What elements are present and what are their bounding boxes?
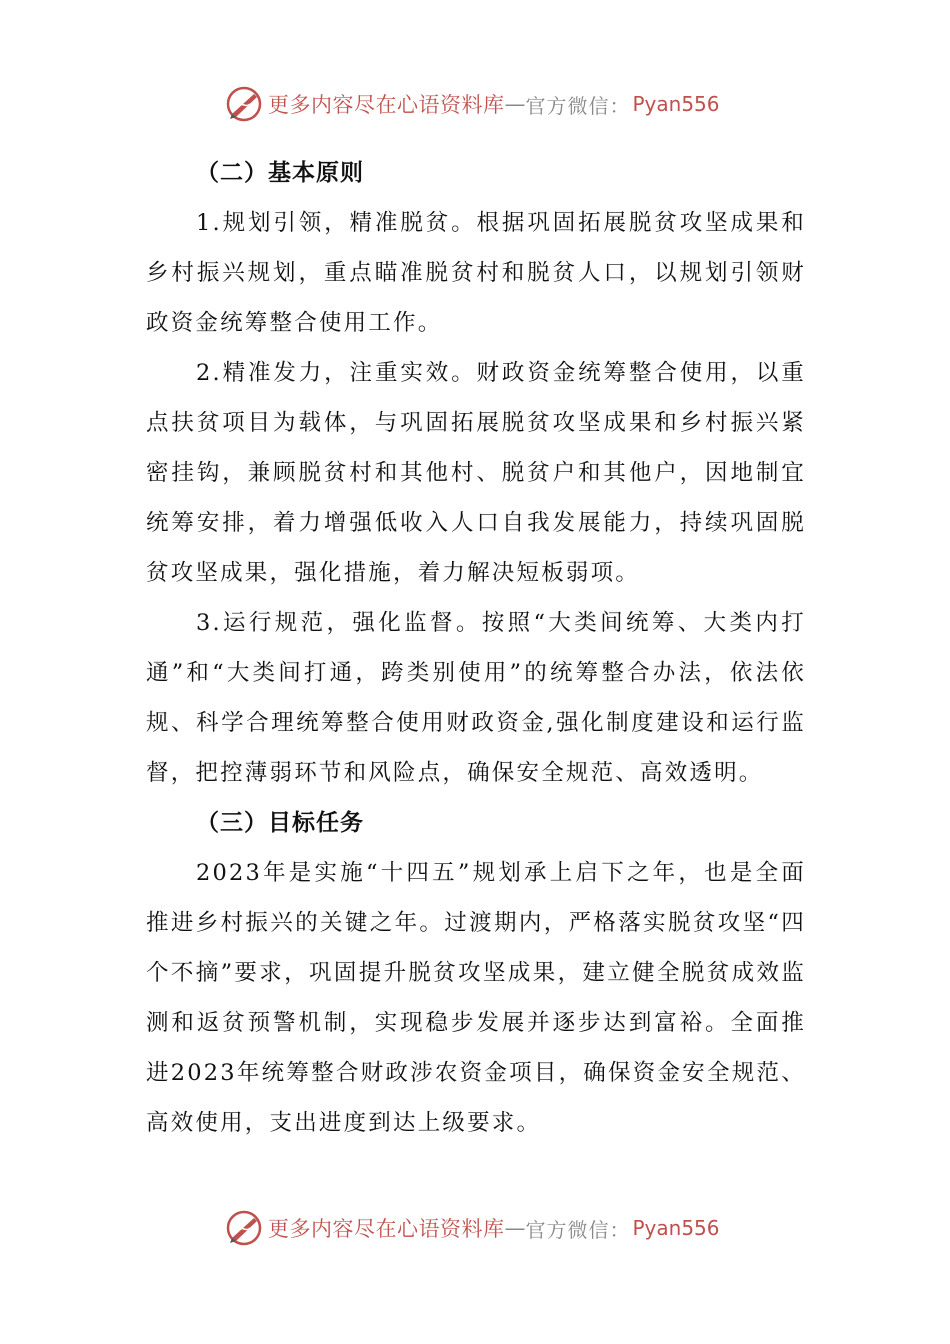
watermark-dash: — xyxy=(504,1216,526,1240)
paragraph-goals: 2023年是实施“十四五”规划承上启下之年，也是全面推进乡村振兴的关键之年。过渡期内，严格落实脱贫攻坚“四个不摘”要求，巩固提升脱贫攻坚成果，建立健全脱贫成效监测和返贫预警机制，实现稳步发展并逐步达到富裕。全面推进2023年统筹整合财政涉农资金项目，确保资金安全规范、高效使用，支出进度到达上级要求。 xyxy=(146,860,806,1136)
watermark-site-text: 更多内容尽在心语资料库 xyxy=(268,93,505,117)
paragraph-principle-3: 3.运行规范，强化监督。按照“大类间统筹、大类内打通”和“大类间打通，跨类别使用”的统筹整合办法，依法依规、科学合理统筹整合使用财政资金,强化制度建设和运行监督，把控薄弱环节和风险点，确保安全规范、高效透明。 xyxy=(146,610,806,786)
paragraph-principle-1: 1.规划引领，精准脱贫。根据巩固拓展脱贫攻坚成果和乡村振兴规划，重点瞄准脱贫村和脱贫人口，以规划引领财政资金统筹整合使用工作。 xyxy=(146,210,806,336)
watermark-wechat-label: 官方微信： xyxy=(525,93,631,118)
watermark-wechat-id: Pyan556 xyxy=(632,92,720,116)
watermark-banner-top xyxy=(224,82,720,126)
pen-logo-icon xyxy=(224,1208,264,1248)
watermark-dash: — xyxy=(504,92,526,116)
section-heading-principles: （二）基本原则 xyxy=(196,160,364,186)
paragraph-principle-2: 2.精准发力，注重实效。财政资金统筹整合使用，以重点扶贫项目为载体，与巩固拓展脱贫攻坚成果和乡村振兴紧密挂钩，兼顾脱贫村和其他村、脱贫户和其他户，因地制宜统筹安排，着力增强低收入人口自我发展能力，持续巩固脱贫攻坚成果，强化措施，着力解决短板弱项。 xyxy=(146,360,806,586)
watermark-wechat-label: 官方微信： xyxy=(525,1217,631,1242)
pen-logo-icon xyxy=(224,84,264,124)
section-heading-goals: （三）目标任务 xyxy=(196,810,364,836)
watermark-banner-bottom xyxy=(224,1206,720,1250)
watermark-site-text: 更多内容尽在心语资料库 xyxy=(268,1217,505,1241)
watermark-wechat-id: Pyan556 xyxy=(632,1216,720,1240)
document-body xyxy=(146,148,806,1148)
